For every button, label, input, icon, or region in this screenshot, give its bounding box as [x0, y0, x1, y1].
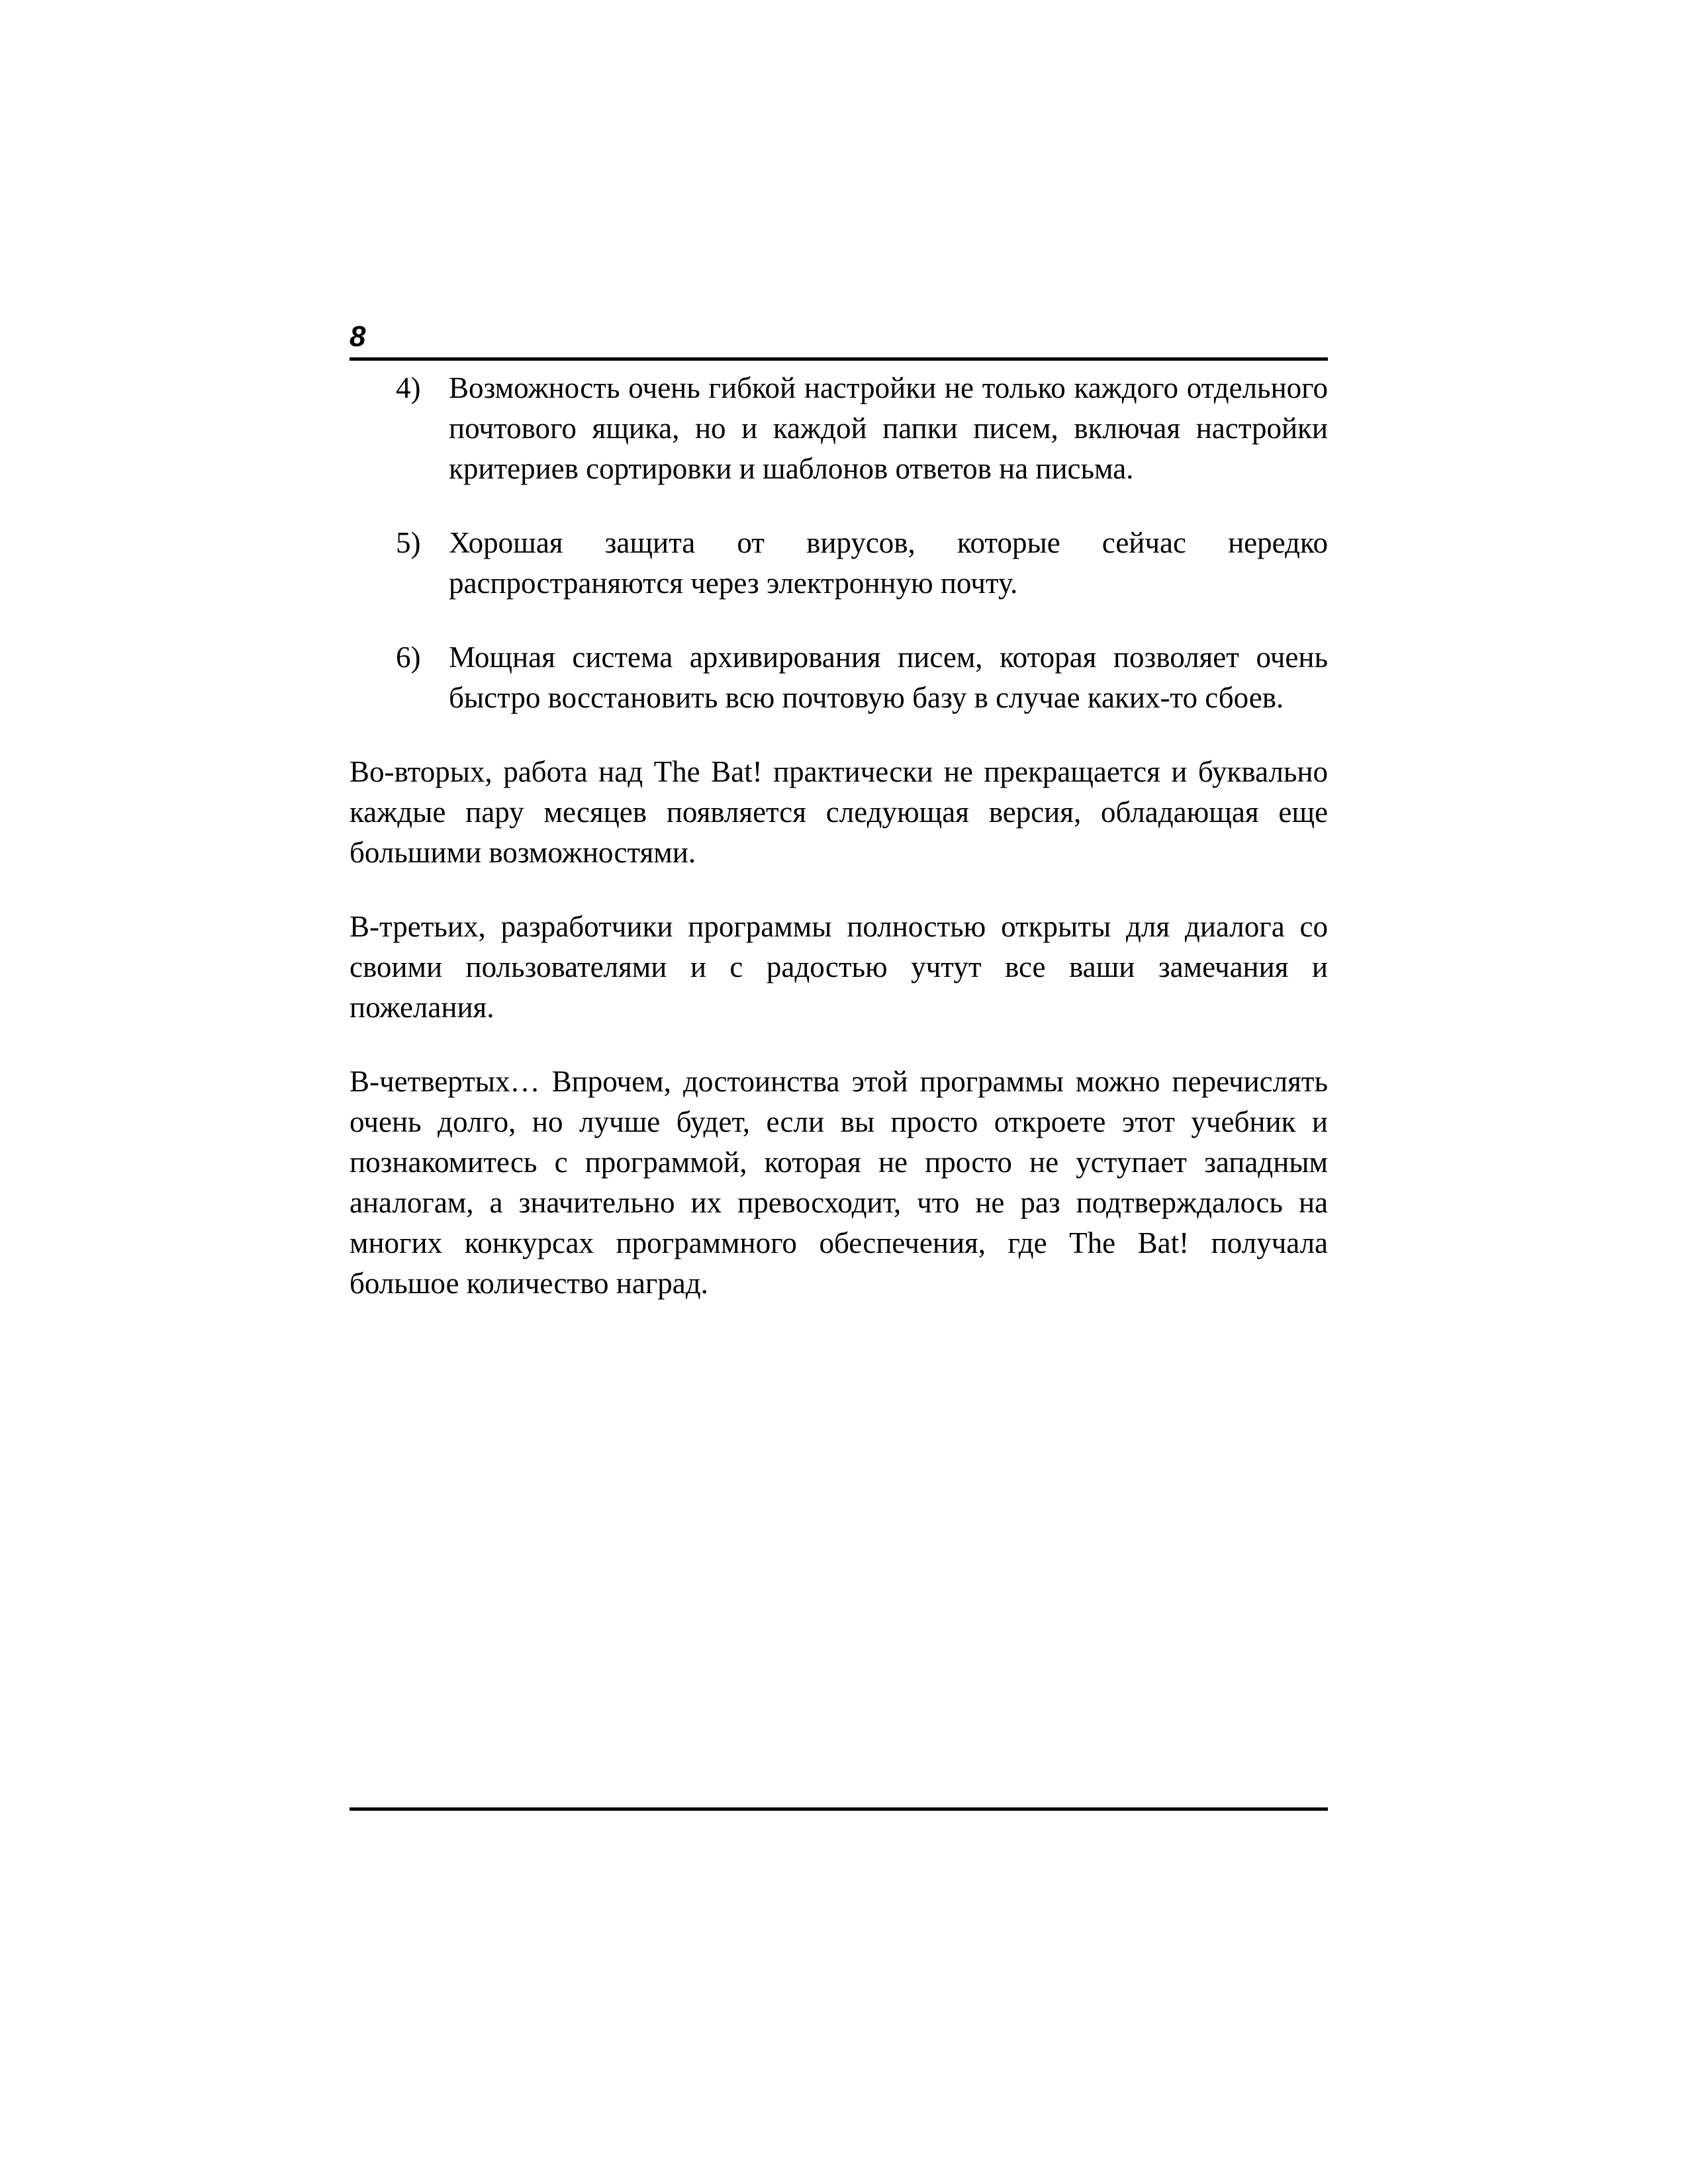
paragraph-thirdly: В-третьих, разработчики программы полностью открыты для диалога со своими пользователями и с радостью учтут все ваши замечания и пожелания. [350, 910, 1328, 1024]
list-item [350, 368, 1328, 489]
list-item-text: Возможность очень гибкой настройки не только каждого отдельного почтового ящика, но и каждой папки писем, включая настройки критериев сортировки и шаблонов ответов на письма. [449, 371, 1328, 485]
list-item-number: 4) [396, 371, 421, 404]
page-number: 8 [350, 320, 366, 353]
list-item-text: Мощная система архивирования писем, которая позволяет очень быстро восстановить всю почтовую базу в случае каких-то сбоев. [449, 641, 1328, 714]
page-body [350, 368, 1328, 1338]
paragraph-fourthly: В-четвертых… Впрочем, достоинства этой программы можно перечислять очень долго, но лучше будет, если вы просто откроете этот учебник и познакомитесь с программой, которая не просто не уступает западным аналогам, а значительно их превосходит, что не раз подтверждалось на многих конкурсах программного обеспечения, где The Bat! получала большое количество наград. [350, 1065, 1328, 1300]
header-rule [350, 357, 1328, 361]
list-item-number: 5) [396, 526, 421, 559]
list-item-number: 6) [396, 641, 421, 674]
list-item [350, 637, 1328, 718]
paragraph-secondly: Во-вторых, работа над The Bat! практически не прекращается и буквально каждые пару месяцев появляется следующая версия, обладающая еще большими возможностями. [350, 755, 1328, 869]
list-item [350, 523, 1328, 604]
footer-rule [350, 1807, 1328, 1811]
list-item-text: Хорошая защита от вирусов, которые сейчас нередко распространяются через электронную почту. [449, 526, 1328, 600]
